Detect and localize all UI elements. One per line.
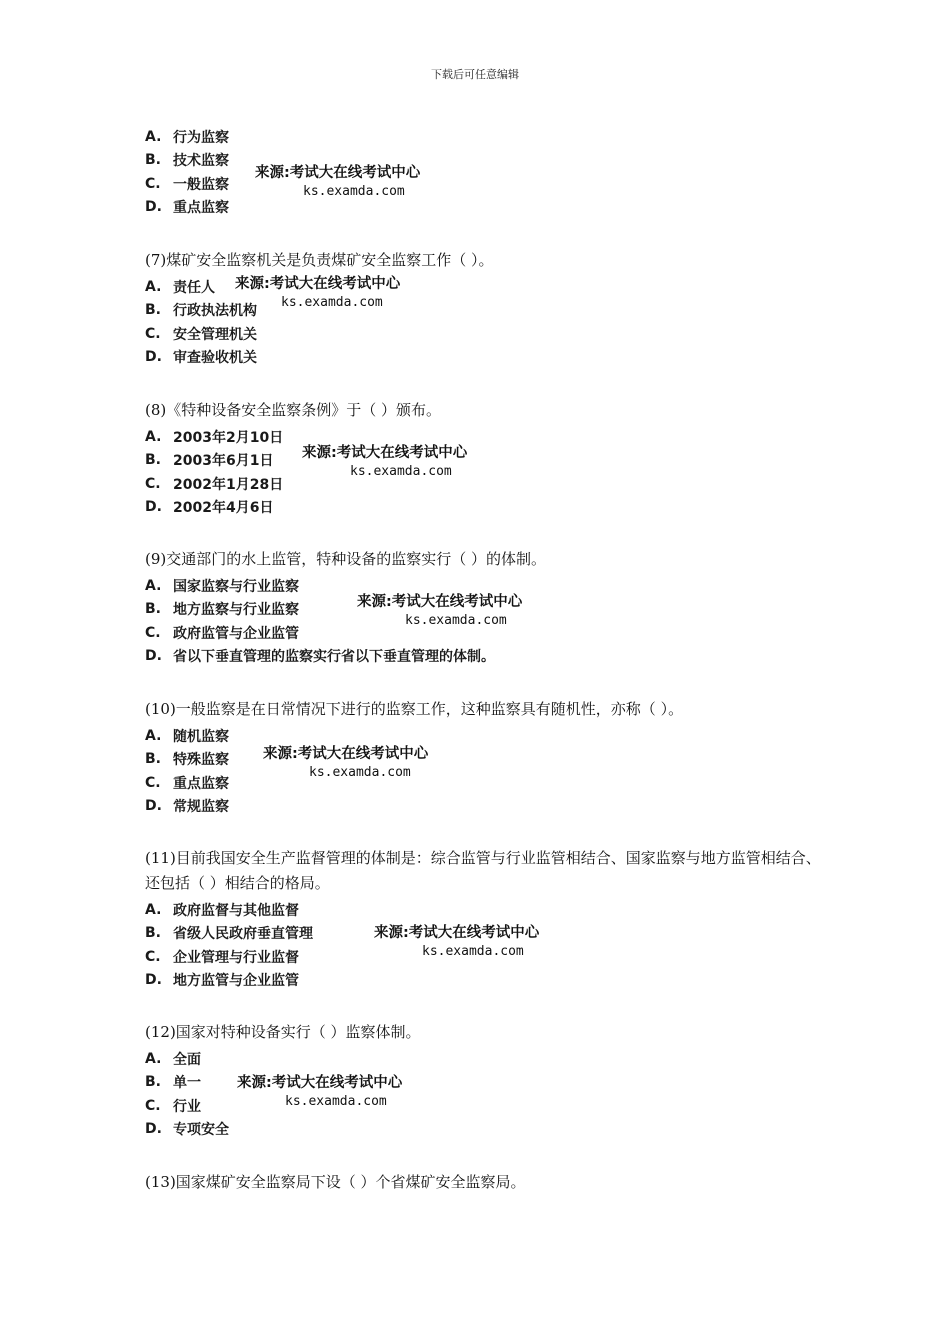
question-text: (13)国家煤矿安全监察局下设（ ）个省煤矿安全监察局。	[145, 1173, 526, 1191]
question-text: (9)交通部门的水上监管，特种设备的监察实行（ ）的体制。	[145, 550, 547, 568]
option-d: D. 常规监察	[145, 798, 229, 816]
question-block	[145, 697, 825, 818]
source-watermark: 来源:考试大在线考试中心 ks.examda.com	[263, 746, 429, 780]
question-text: (12)国家对特种设备实行（ ）监察体制。	[145, 1023, 421, 1041]
option-a: A. 全面	[145, 1050, 201, 1068]
question-text: (7)煤矿安全监察机关是负责煤矿安全监察工作（ ）。	[145, 251, 494, 269]
page-header: 下载后可任意编辑	[431, 68, 519, 81]
question-block	[145, 398, 825, 519]
source-watermark: 来源:考试大在线考试中心 ks.examda.com	[237, 1075, 403, 1109]
question-block	[145, 248, 825, 369]
option-c: C. 企业管理与行业监督	[145, 948, 299, 966]
option-c: C. 安全管理机关	[145, 325, 257, 343]
option-d: D. 重点监察	[145, 199, 229, 217]
option-b: B. 单一	[145, 1074, 201, 1092]
option-d: D. 专项安全	[145, 1121, 229, 1139]
option-c: C. 政府监管与企业监管	[145, 624, 299, 642]
option-a: A. 行为监察	[145, 128, 229, 146]
question-text: (8)《特种设备安全监察条例》于（ ）颁布。	[145, 401, 442, 419]
option-c: C. 2002年1月28日	[145, 475, 284, 493]
option-c: C. 行业	[145, 1097, 201, 1115]
source-watermark: 来源:考试大在线考试中心 ks.examda.com	[255, 165, 421, 199]
question-block	[145, 846, 825, 992]
option-b: B. 技术监察	[145, 152, 229, 170]
option-c: C. 一般监察	[145, 175, 229, 193]
source-watermark: 来源:考试大在线考试中心 ks.examda.com	[302, 445, 468, 479]
question-block	[145, 547, 825, 668]
question-block	[145, 1020, 825, 1141]
option-b: B. 地方监察与行业监察	[145, 601, 299, 619]
question-text: (11)目前我国安全生产监督管理的体制是：综合监管与行业监管相结合、国家监察与地方监管相结合、还包括（ ）相结合的格局。	[145, 849, 821, 892]
option-b: B. 特殊监察	[145, 751, 229, 769]
option-a: A. 2003年2月10日	[145, 428, 284, 446]
option-b: B. 行政执法机构	[145, 302, 257, 320]
option-d: D. 地方监管与企业监管	[145, 972, 299, 990]
option-a: A. 政府监督与其他监督	[145, 901, 299, 919]
option-a: A. 随机监察	[145, 727, 229, 745]
option-d: D. 2002年4月6日	[145, 499, 274, 517]
option-d: D. 审查验收机关	[145, 349, 257, 367]
question-block	[145, 1170, 825, 1197]
source-watermark: 来源:考试大在线考试中心 ks.examda.com	[357, 594, 523, 628]
option-b: B. 省级人民政府垂直管理	[145, 925, 313, 943]
option-a: A. 责任人	[145, 278, 215, 296]
source-watermark: 来源:考试大在线考试中心 ks.examda.com	[235, 276, 401, 310]
option-a: A. 国家监察与行业监察	[145, 577, 299, 595]
source-watermark: 来源:考试大在线考试中心 ks.examda.com	[374, 925, 540, 959]
question-text: (10)一般监察是在日常情况下进行的监察工作，这种监察具有随机性，亦称（ ）。	[145, 700, 684, 718]
option-c: C. 重点监察	[145, 774, 229, 792]
option-d: D. 省以下垂直管理的监察实行省以下垂直管理的体制。	[145, 648, 495, 666]
question-block	[145, 125, 825, 219]
option-b: B. 2003年6月1日	[145, 452, 274, 470]
